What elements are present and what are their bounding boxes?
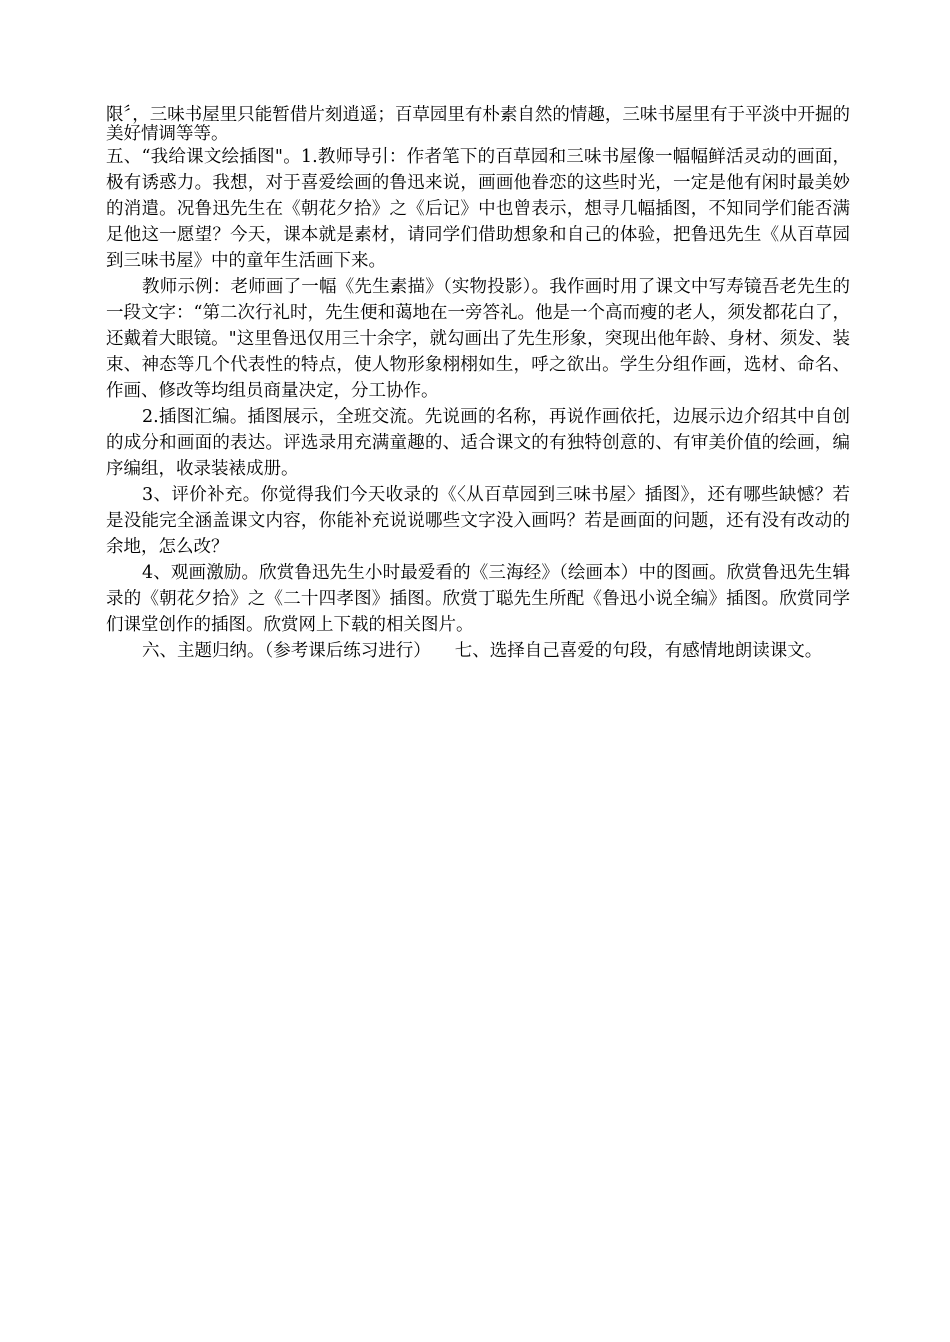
paragraph-section-five: 五、“我给课文绘插图"。1.教师导引：作者笔下的百草园和三味书屋像一幅幅鲜活灵动的画面，极有诱惑力。我想，对于喜爱绘画的鲁迅来说，画画他眷恋的这些时光，一定是他有闲时最美妙的消遣。况鲁迅先生在《朝花夕拾》之《后记》中也曾表示，想寻几幅插图，不知同学们能否满足他这一愿望？今天，课本就是素材，请同学们借助想象和自己的体验，把鲁迅先生《从百草园到三味书屋》中的童年生活画下来。	[106, 147, 850, 271]
paragraph-viewing-encouragement: 4、观画激励。欣赏鲁迅先生小时最爱看的《三海经》（绘画本）中的图画。欣赏鲁迅先生辑录的《朝花夕拾》之《二十四孝图》插图。欣赏丁聪先生所配《鲁迅小说全编》插图。欣赏同学们课堂创作的插图。欣赏网上下载的相关图片。	[106, 563, 850, 635]
paragraph-teacher-example: 教师示例：老师画了一幅《先生素描》（实物投影）。我作画时用了课文中写寿镜吾老先生的一段文字：“第二次行礼时，先生便和蔼地在一旁答礼。他是一个高而瘦的老人，须发都花白了，还戴着大眼镜。"这里鲁迅仅用三十余字，就勾画出了先生形象，突现出他年龄、身材、须发、装束、神态等几个代表性的特点，使人物形象栩栩如生，呼之欲出。学生分组作画，选材、命名、作画、修改等均组员商量决定，分工协作。	[106, 277, 850, 401]
paragraph-continuation: 限〞，三味书屋里只能暂借片刻逍遥；百草园里有朴素自然的情趣，三味书屋里有于平淡中开掘的美好情调等等。	[106, 105, 850, 144]
paragraph-illustration-compilation: 2.插图汇编。插图展示，全班交流。先说画的名称，再说作画依托，边展示边介绍其中自创的成分和画面的表达。评选录用充满童趣的、适合课文的有独特创意的、有审美价值的绘画，编序编组，收录装裱成册。	[106, 407, 850, 479]
section-six-text: 六、主题归纳。（参考课后练习进行）	[142, 641, 431, 661]
document-page	[106, 106, 850, 664]
paragraph-final-steps	[106, 638, 850, 664]
section-seven-text: 七、选择自己喜爱的句段，有感情地朗读课文。	[454, 641, 823, 661]
paragraph-evaluation: 3、评价补充。你觉得我们今天收录的《〈从百草园到三味书屋〉插图》，还有哪些缺憾？若是没能完全涵盖课文内容，你能补充说说哪些文字没入画吗？若是画面的问题，还有没有改动的余地，怎么改？	[106, 485, 850, 557]
